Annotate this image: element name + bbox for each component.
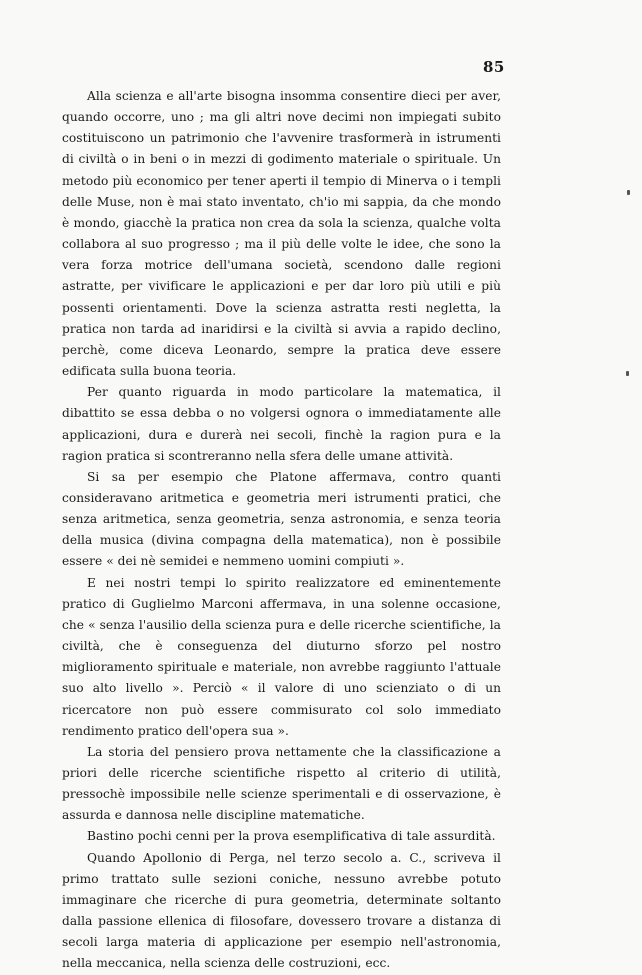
paragraph-1: Alla scienza e all'arte bisogna insomma consentire dieci per aver, quando occorre, uno ; ma gli altri nove decimi non impiegati subito costituiscono un patrimonio che l'avvenire trasformerà in istrumenti di civiltà o in beni o in mezzi di godimento materiale o spirituale. Un metodo più economico per tener aperti il tempio di Minerva o i templi delle Muse, non è mai stato inventato, ch'io mi sappia, da che mondo è mondo, giacchè la pratica non crea da sola la scienza, qualche volta collabora al suo progresso ; ma il più delle volte le idee, che sono la vera forza motrice dell'umana società, scendono dalle regioni astratte, per vivificare le applicazioni e per dar loro più utili e più possenti orientamenti. Dove la scienza astratta resti negletta, la pratica non tarda ad inaridirsi e la civiltà si avvia a rapido declino, perchè, come diceva Leonardo, sempre la pratica deve essere edificata sulla buona teoria. (62, 89, 501, 379)
body-text (62, 86, 501, 975)
scan-speck-mark (626, 371, 629, 376)
paragraph-3: Si sa per esempio che Platone affermava, contro quanti consideravano aritmetica e geometria meri istrumenti pratici, che senza aritmetica, senza geometria, senza astronomia, e senza teoria della musica (divina compagna della matematica), non è possibile essere « dei nè semidei e nemmeno uomini compiuti ». (62, 469, 501, 569)
paragraph-2: Per quanto riguarda in modo particolare la matematica, il dibattito se essa debba o no volgersi ognora o immediatamente alle applicazioni, dura e durerà nei secoli, finchè la ragion pura e la ragion pratica si scontreranno nella sfera delle umane attività. (62, 385, 501, 463)
scan-speck-mark (627, 190, 630, 195)
paragraph-5: La storia del pensiero prova nettamente che la classificazione a priori delle ricerche scientifiche rispetto al criterio di utilità, pressochè impossibile nelle scienze sperimentali e di osservazione, è assurda e dannosa nelle discipline matematiche. (62, 744, 501, 823)
paragraph-6: Bastino pochi cenni per la prova esemplificativa di tale assurdità. (87, 829, 496, 844)
paragraph-7: Quando Apollonio di Perga, nel terzo secolo a. C., scriveva il primo trattato sulle sezioni coniche, nessuno avrebbe potuto immaginare che ricerche di pura geometria, determinate soltanto dalla passione ellenica di filosofare, dovessero trovare a distanza di secoli larga materia di applicazione per esempio nell'astronomia, nella meccanica, nella scienza delle costruzioni, ecc. (62, 850, 501, 971)
paragraph-4: E nei nostri tempi lo spirito realizzatore ed eminentemente pratico di Guglielmo Marconi affermava, in una solenne occasione, che « senza l'ausilio della scienza pura e delle ricerche scientifiche, la civiltà, che è conseguenza del diuturno sforzo pel nostro miglioramento spirituale e materiale, non avrebbe raggiunto l'attuale suo alto livello ». Perciò « il valore di uno scienziato o di un ricercatore non può essere commisurato col solo immediato rendimento pratico dell'opera sua ». (62, 575, 501, 738)
page-number: 85 (483, 58, 505, 76)
